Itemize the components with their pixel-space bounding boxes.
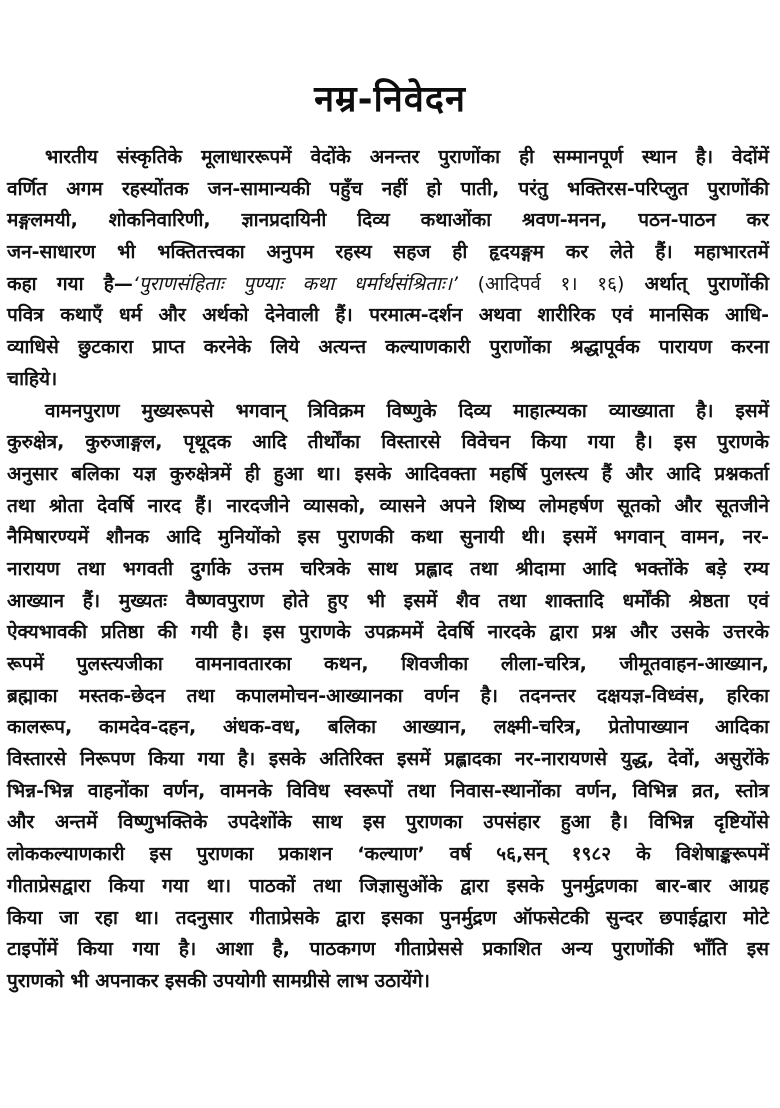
text-line: जन-साधारण भी भक्तितत्त्वका अनुपम रहस्य सहज ही हृदयङ्गम कर लेते हैं। महाभारतमें xyxy=(7,241,769,264)
text-line: और अन्तमें विष्णुभक्तिके उपदेशोंके साथ इस पुराणका उपसंहार हुआ है। विभिन्न दृष्टियोंसे xyxy=(7,811,769,834)
text-line: भिन्न-भिन्न वाहनोंका वर्णन, वामनके विविध स्वरूपों तथा निवास-स्थानोंका वर्णन, विभिन्न व्रत, स्तोत्र xyxy=(7,779,769,802)
lead-text: कहा गया है— xyxy=(7,272,133,295)
text-line: कुरुक्षेत्र, कुरुजाङ्गल, पृथूदक आदि तीर्थोंका विस्तारसे विवेचन किया गया है। इस पुराणके xyxy=(7,431,769,454)
text-line: चाहिये। xyxy=(7,367,58,390)
text-line: तथा श्रोता देवर्षि नारद हैं। नारदजीने व्यासको, व्यासने अपने शिष्य लोमहर्षण सूतको और सूतजीने xyxy=(7,494,769,517)
text-line: पवित्र कथाएँ धर्म और अर्थको देनेवाली हैं। परमात्म-दर्शन अथवा शारीरिक एवं मानसिक आधि- xyxy=(7,304,769,327)
text-line: ऐक्यभावकी प्रतिष्ठा की गयी है। इस पुराणके उपक्रममें देवर्षि नारदके द्वारा प्रश्न और उसके उत्तरके xyxy=(7,621,769,644)
text-line: वर्णित अगम रहस्योंतक जन-सामान्यकी पहुँच नहीं हो पाती, परंतु भक्तिरस-परिप्लुत पुराणोंकी xyxy=(7,177,769,200)
paragraph-2 xyxy=(7,396,769,998)
page-title: नम्र-निवेदन xyxy=(314,79,466,120)
text-line: भारतीय संस्कृतिके मूलाधाररूपमें वेदोंके अनन्तर पुराणोंका ही सम्मानपूर्ण स्थान है। वेदोंमें xyxy=(45,146,769,168)
text-line: व्याधिसे छुटकारा प्राप्त करनेके लिये अत्यन्त कल्याणकारी पुराणोंका श्रद्धापूर्वक पारायण करना xyxy=(7,336,769,359)
text-line: नारायण तथा भगवती दुर्गाके उत्तम चरित्रके साथ प्रह्लाद तथा श्रीदामा आदि भक्तोंके बड़े रम्य xyxy=(7,557,769,580)
citation: (आदिपर्व १। १६) xyxy=(457,272,625,295)
text-line: वामनपुराण मुख्यरूपसे भगवान् त्रिविक्रम विष्णुके दिव्य माहात्म्यका व्याख्याता है। इसमें xyxy=(45,399,769,422)
text-line-with-quote xyxy=(7,269,769,301)
text-line: अनुसार बलिका यज्ञ कुरुक्षेत्रमें ही हुआ था। इसके आदिवक्ता महर्षि पुलस्त्य हैं और आदि प्रश्नकर्ता xyxy=(7,462,769,485)
text-line: कालरूप, कामदेव-दहन, अंधक-वध, बलिका आख्यान, लक्ष्मी-चरित्र, प्रेतोपाख्यान आदिका xyxy=(7,716,769,739)
sanskrit-quote: ‘पुराणसंहिताः पुण्याः कथा धर्मार्थसंश्रिताः।’ xyxy=(132,272,458,295)
document-body xyxy=(7,142,769,998)
text-line: लोककल्याणकारी इस पुराणका प्रकाशन ‘कल्याण’ वर्ष ५६,सन् १९८२ के विशेषाङ्करूपमें xyxy=(7,843,769,866)
text-line: मङ्गलमयी, शोकनिवारिणी, ज्ञानप्रदायिनी दिव्य कथाओंका श्रवण-मनन, पठन-पाठन कर xyxy=(7,209,769,232)
text-line: गीताप्रेसद्वारा किया गया था। पाठकों तथा जिज्ञासुओंके द्वारा इसके पुनर्मुद्रणका बार-बार आग्रह xyxy=(7,874,769,897)
text-line: आख्यान हैं। मुख्यतः वैष्णवपुराण होते हुए भी इसमें शैव तथा शाक्तादि धर्मोंकी श्रेष्ठता एवं xyxy=(7,589,769,612)
text-line: पुराणको भी अपनाकर इसकी उपयोगी सामग्रीसे लाभ उठायेंगे। xyxy=(7,969,430,992)
text-line: नैमिषारण्यमें शौनक आदि मुनियोंको इस पुराणकी कथा सुनायी थी। इसमें भगवान् वामन, नर- xyxy=(7,526,769,549)
text-line: किया जा रहा था। तदनुसार गीताप्रेसके द्वारा इसका पुनर्मुद्रण ऑफसेटकी सुन्दर छपाईद्वारा मोटे xyxy=(7,906,769,929)
text-line: टाइपोंमें किया गया है। आशा है, पाठकगण गीताप्रेससे प्रकाशित अन्य पुराणोंकी भाँति इस xyxy=(7,938,769,961)
text-line: विस्तारसे निरूपण किया गया है। इसके अतिरिक्त इसमें प्रह्लादका नर-नारायणसे युद्ध, देवों, असुरोंके xyxy=(7,748,769,771)
text-line: ब्रह्माका मस्तक-छेदन तथा कपालमोचन-आख्यानका वर्णन है। तदनन्तर दक्षयज्ञ-विध्वंस, हरिका xyxy=(7,684,769,707)
trailing-text: अर्थात् पुराणोंकी xyxy=(624,272,769,295)
text-line: रूपमें पुलस्त्यजीका वामनावतारका कथन, शिवजीका लीला-चरित्र, जीमूतवाहन-आख्यान, xyxy=(7,653,769,675)
paragraph-1 xyxy=(7,142,769,396)
